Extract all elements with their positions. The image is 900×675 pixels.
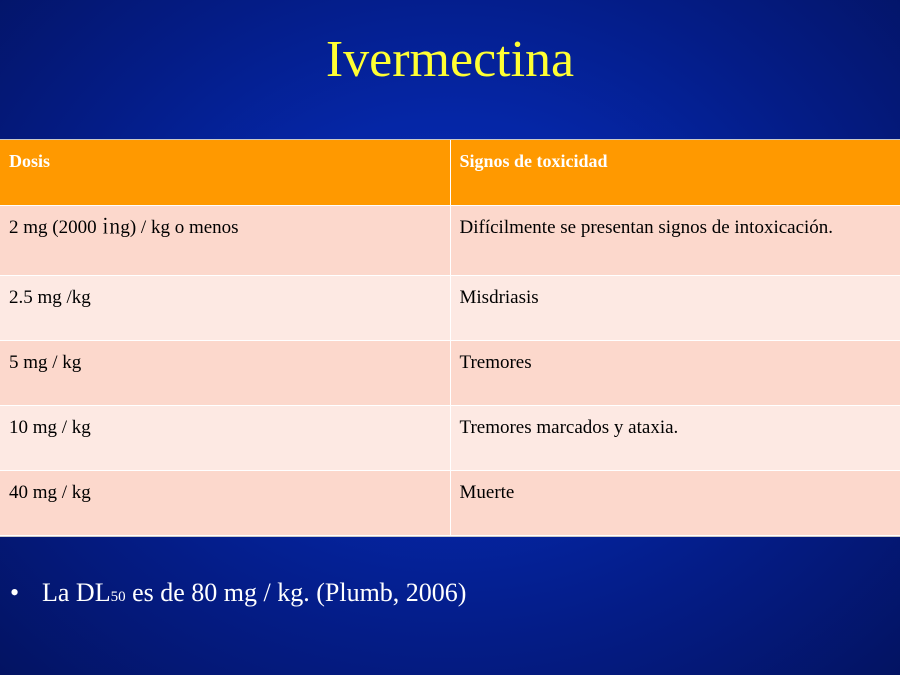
sign-cell: Misdriasis — [450, 275, 900, 340]
dose-cell: 10 mg / kg — [0, 405, 450, 470]
sign-cell: Difícilmente se presentan signos de intoxicación. — [450, 205, 900, 275]
slide-title: Ivermectina — [325, 31, 575, 88]
sign-cell: Tremores — [450, 340, 900, 405]
column-header-signs: Signos de toxicidad — [450, 140, 900, 205]
dose-cell: 5 mg / kg — [0, 340, 450, 405]
table-row — [0, 470, 900, 535]
table-row — [0, 205, 900, 275]
bullet-text-start: La DL — [42, 578, 111, 607]
ld50-subscript: 50 — [110, 589, 126, 605]
bullet-text-end: es de 80 mg / kg. (Plumb, 2006) — [125, 578, 467, 607]
sign-cell: Muerte — [450, 470, 900, 535]
toxicity-table — [0, 139, 900, 537]
column-header-dose: Dosis — [0, 140, 450, 205]
bullet-icon: • — [10, 578, 20, 607]
sign-cell: Tremores marcados y ataxia. — [450, 405, 900, 470]
table-header-row — [0, 140, 900, 205]
table-row — [0, 405, 900, 470]
table-row — [0, 340, 900, 405]
table-row — [0, 275, 900, 340]
ld50-bullet — [10, 573, 466, 617]
dose-cell: 2 mg (2000 ㏌g) / kg o menos — [0, 205, 450, 275]
dose-cell: 40 mg / kg — [0, 470, 450, 535]
dose-cell: 2.5 mg /kg — [0, 275, 450, 340]
